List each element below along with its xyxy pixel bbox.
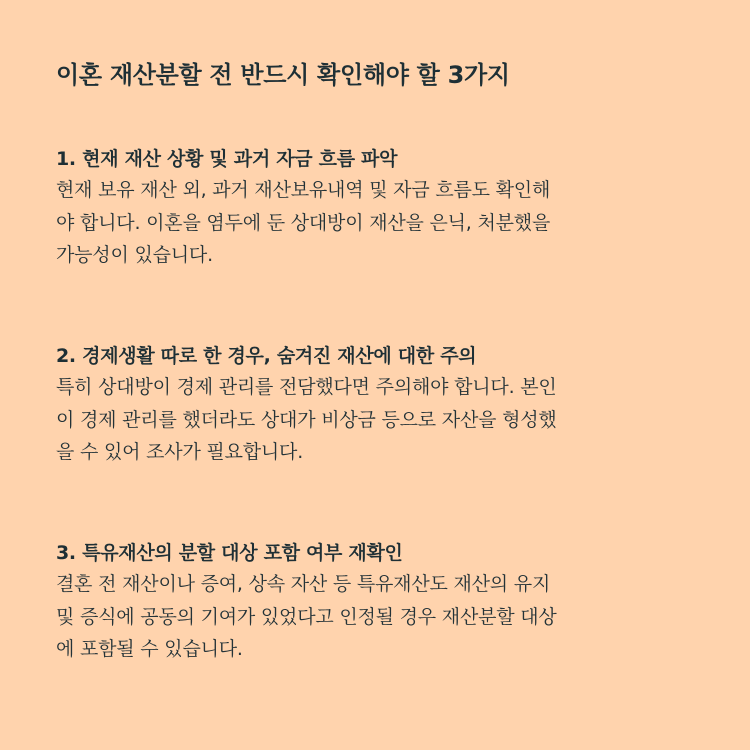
section-3-line-1: 결혼 전 재산이나 증여, 상속 자산 등 특유재산도 재산의 유지 bbox=[56, 573, 551, 595]
section-3-heading: 3. 특유재산의 분할 대상 포함 여부 재확인 bbox=[56, 542, 403, 564]
section-1 bbox=[56, 144, 696, 272]
section-2-heading: 2. 경제생활 따로 한 경우, 숨겨진 재산에 대한 주의 bbox=[56, 345, 477, 367]
page-title: 이혼 재산분할 전 반드시 확인해야 할 3가지 bbox=[56, 61, 510, 89]
section-2-line-1: 특히 상대방이 경제 관리를 전담했다면 주의해야 합니다. 본인 bbox=[56, 376, 557, 398]
section-1-line-1: 현재 보유 재산 외, 과거 재산보유내역 및 자금 흐름도 확인해 bbox=[56, 179, 551, 201]
section-1-line-2: 야 합니다. 이혼을 염두에 둔 상대방이 재산을 은닉, 처분했을 bbox=[56, 211, 551, 234]
section-3-line-3: 에 포함될 수 있습니다. bbox=[56, 638, 243, 660]
section-3 bbox=[56, 538, 696, 666]
section-3-line-2: 및 증식에 공동의 기여가 있었다고 인정될 경우 재산분할 대상 bbox=[56, 605, 557, 628]
section-2-line-2: 이 경제 관리를 했더라도 상대가 비상금 등으로 자산을 형성했 bbox=[56, 408, 557, 431]
section-2 bbox=[56, 341, 696, 469]
section-1-heading: 1. 현재 재산 상황 및 과거 자금 흐름 파악 bbox=[56, 148, 398, 170]
section-1-line-3: 가능성이 있습니다. bbox=[56, 244, 213, 266]
section-2-line-3: 을 수 있어 조사가 필요합니다. bbox=[56, 441, 304, 463]
